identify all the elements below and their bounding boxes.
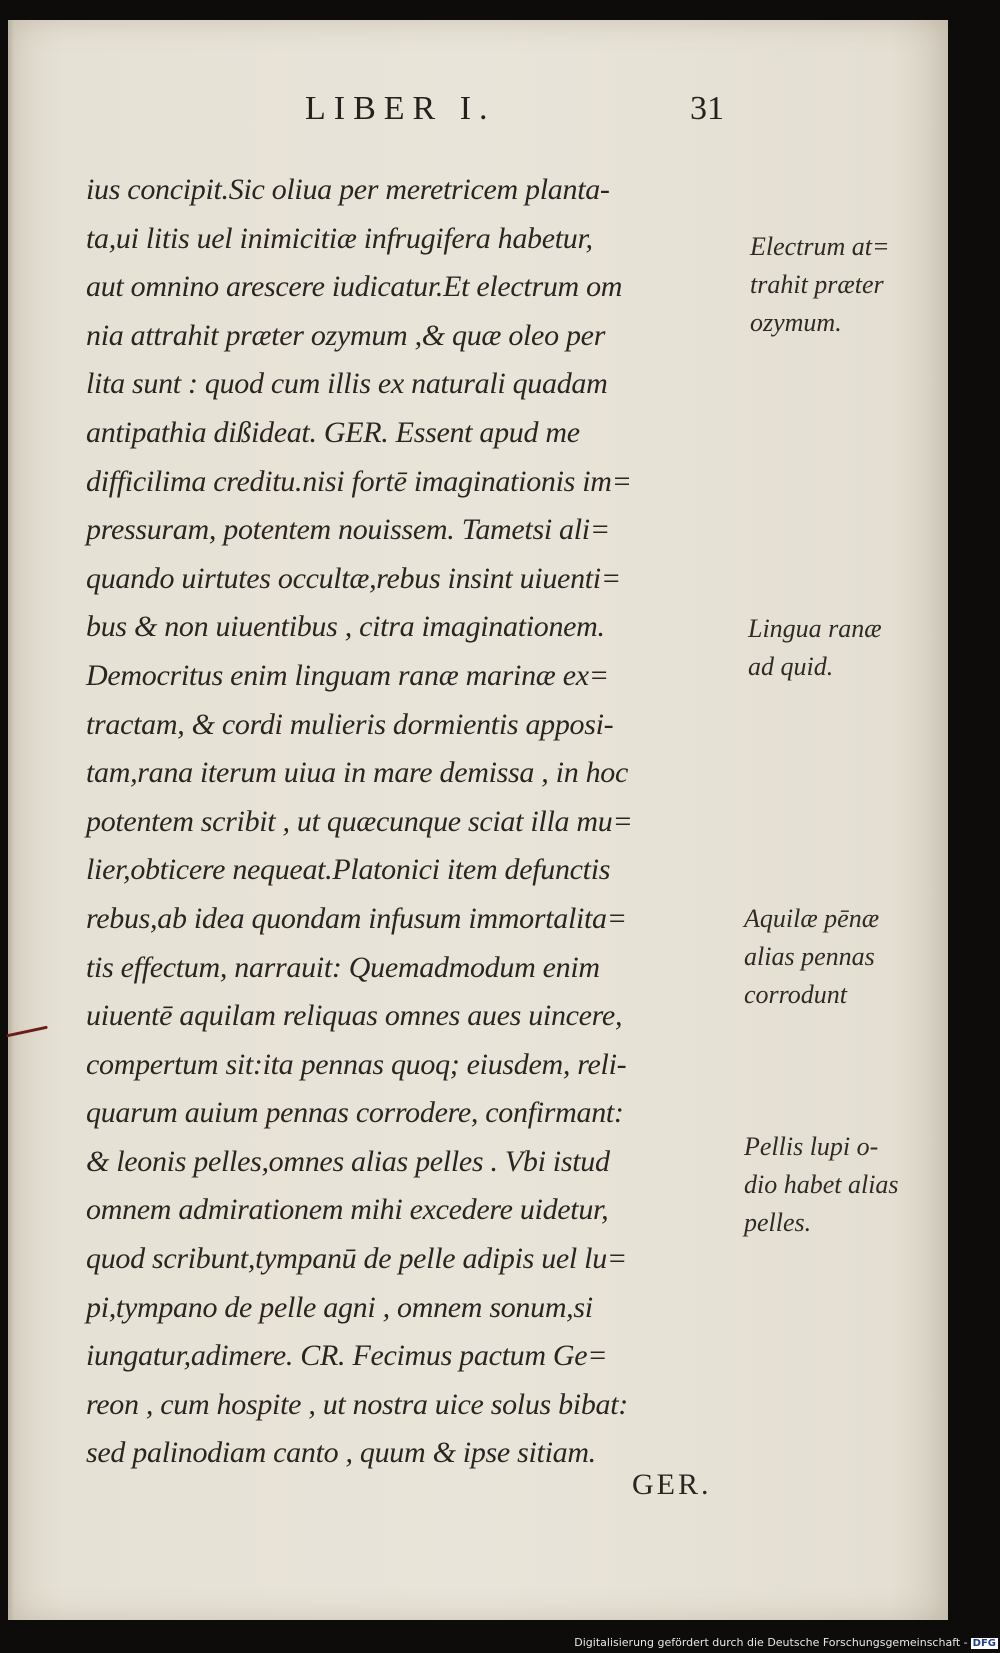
text-line: tis effectum, narrauit: Quemadmodum enim: [86, 950, 600, 984]
page-edge-shadow: [8, 20, 14, 1620]
text-line: iungatur,adimere. CR. Fecimus pactum Ge=: [86, 1339, 608, 1373]
text-line: omnem admirationem mihi excedere uidetur,: [86, 1193, 609, 1227]
text-line: aut omnino arescere iudicatur.Et electrum om: [86, 270, 623, 304]
text-line: rebus,ab idea quondam infusum immortalita=: [86, 901, 627, 935]
catchword: GER.: [632, 1468, 712, 1501]
margin-note-line: ozymum.: [750, 308, 842, 337]
margin-note-line: alias pennas: [744, 942, 875, 971]
text-line: lier,obticere nequeat.Platonici item defunctis: [86, 853, 611, 887]
text-line: & leonis pelles,omnes alias pelles . Vbi istud: [86, 1144, 610, 1178]
margin-note-lingua: [748, 610, 882, 686]
text-line: ius concipit.Sic oliua per meretricem planta-: [86, 173, 610, 206]
margin-note-line: Electrum at=: [750, 232, 890, 261]
credit-text: Digitalisierung gefördert durch die Deutsche Forschungsgemeinschaft -: [574, 1636, 968, 1649]
text-line: antipathia dißideat. GER. Essent apud me: [86, 415, 580, 449]
margin-note-aquila: [744, 900, 879, 1014]
margin-note-line: Aquilæ pēnæ: [744, 904, 880, 933]
text-line: quando uirtutes occultæ,rebus insint uiuenti=: [86, 561, 621, 595]
running-head: LIBER I.: [305, 90, 496, 127]
text-line: uiuentē aquilam reliquas omnes aues uincere,: [86, 999, 623, 1033]
text-line: quod scribunt,tympanū de pelle adipis uel lu=: [86, 1242, 627, 1276]
text-line: pressuram, potentem nouissem. Tametsi ali=: [86, 513, 610, 547]
margin-note-line: trahit præter: [750, 270, 884, 299]
text-line: tractam, & cordi mulieris dormientis apposi-: [86, 707, 614, 741]
page-number: 31: [690, 90, 724, 127]
text-line: quarum auium pennas corrodere, confirmant:: [86, 1096, 624, 1130]
text-line: lita sunt : quod cum illis ex naturali quadam: [86, 367, 608, 401]
margin-note-line: Pellis lupi o-: [744, 1132, 879, 1161]
margin-note-electrum: [750, 228, 890, 342]
margin-note-pellis: [744, 1128, 899, 1242]
book-page: [8, 20, 948, 1620]
text-line: bus & non uiuentibus , citra imaginationem.: [86, 610, 605, 644]
digitization-credit: [574, 1636, 998, 1649]
text-line: sed palinodiam canto , quum & ipse sitiam.: [86, 1436, 596, 1470]
margin-note-line: pelles.: [744, 1208, 812, 1237]
text-line: ta,ui litis uel inimicitiæ infrugifera habetur,: [86, 221, 593, 255]
dfg-logo: DFG: [972, 1638, 996, 1649]
margin-note-line: corrodunt: [744, 980, 848, 1009]
margin-note-line: ad quid.: [748, 652, 834, 681]
body-text: [86, 166, 746, 1478]
text-line: difficilima creditu.nisi fortē imaginationis im=: [86, 464, 632, 498]
text-line: pi,tympano de pelle agni , omnem sonum,si: [86, 1290, 593, 1324]
text-line: compertum sit:ita pennas quoq; eiusdem, reli-: [86, 1047, 627, 1081]
text-line: tam,rana iterum uiua in mare demissa , in hoc: [86, 756, 629, 790]
margin-note-line: Lingua ranæ: [748, 614, 882, 643]
text-line: potentem scribit , ut quæcunque sciat illa mu=: [86, 804, 633, 838]
margin-note-line: dio habet alias: [744, 1170, 899, 1199]
text-line: nia attrahit præter ozymum ,& quæ oleo per: [86, 318, 606, 352]
text-line: reon , cum hospite , ut nostra uice solus bibat:: [86, 1387, 628, 1421]
text-line: Democritus enim linguam ranæ marinæ ex=: [86, 658, 609, 692]
